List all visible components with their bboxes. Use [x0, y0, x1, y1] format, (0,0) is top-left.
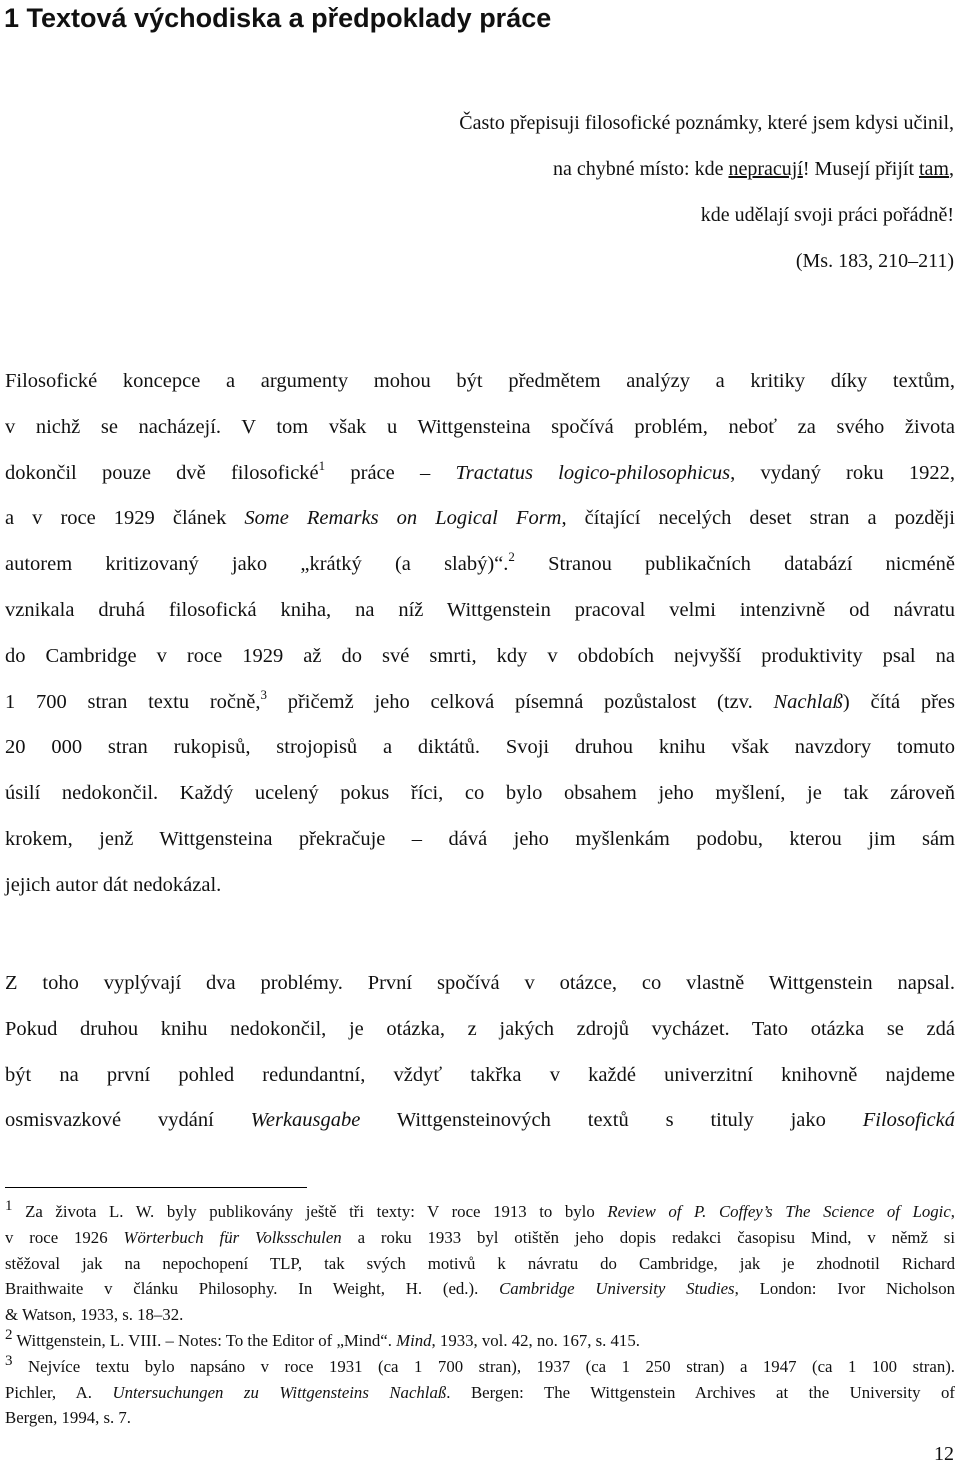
footnote-1-line: $^1$ Za života L. W. byly publikovány ještě tři texty: V roce 1913 to bylo Review of P. Coffey’s The Science of Logic, — [5, 1198, 955, 1221]
text-line: Pokud druhou knihu nedokončil, je otázka, z jakých zdrojů vycházet. Tato otázka se zdá — [5, 1017, 955, 1040]
footnote-1-line: v roce 1926 Wörterbuch für Volksschulen a roku 1933 byl otištěn jeho dopis redakci časopisu Mind, v němž si — [5, 1227, 956, 1247]
text-line: Filosofické koncepce a argumenty mohou být předmětem analýzy a kritiky díky textům, — [5, 370, 955, 392]
footnote-number: 2 — [5, 1326, 13, 1343]
epigraph-line: Často přepisuji filosofické poznámky, které jsem kdysi učinil, — [459, 112, 954, 134]
epigraph-source: (Ms. 183, 210–211) — [795, 250, 954, 272]
footnotes — [5, 1199, 955, 1431]
body-paragraph-2 — [5, 961, 955, 1144]
underlined-word: nepracují — [728, 158, 803, 180]
footnote-ref-3[interactable]: 3 — [260, 686, 267, 702]
footnote-3-line: Bergen, 1994, s. 7. — [5, 1408, 132, 1428]
text-line: jejich autor dát nedokázal. — [5, 873, 222, 896]
text-line: úsilí nedokončil. Každý ucelený pokus říci, co bylo obsahem jeho myšlení, je tak zároveň — [5, 782, 955, 805]
text-line: krokem, jenž Wittgensteina překračuje – dává jeho myšlenkám podobu, kterou jim sám — [5, 827, 955, 850]
epigraph — [354, 100, 954, 284]
text-line: dokončil pouze dvě filosofické$^1$ práce – Tractatus logico-philosophicus, vydaný roku 1922, — [5, 457, 955, 484]
footnote-1-line: & Watson, 1933, s. 18–32. — [5, 1305, 184, 1325]
footnote-2-line: $^2$ Wittgenstein, L. VIII. – Notes: To the Editor of „Mind“. Mind, 1933, vol. 42, no. 167, s. 415. — [5, 1326, 640, 1350]
text-line: osmisvazkové vydání Werkausgabe Wittgensteinových textů s tituly jako Filosofická — [5, 1109, 955, 1132]
text-line: 20 000 stran rukopisů, strojopisů a diktátů. Svoji druhou knihu však navzdory tomuto — [5, 736, 955, 759]
epigraph-line: na chybné místo: kde nepracují! Musejí přijít tam, — [552, 158, 954, 180]
footnote-3-line: $^3$ Nejvíce textu bylo napsáno v roce 1931 (ca 1 700 stran), 1937 (ca 1 250 stran) a 1947 (ca 1 100 stran). — [5, 1352, 955, 1376]
footnote-number: 3 — [5, 1352, 13, 1369]
epigraph-line: kde udělají svoji práci pořádně! — [700, 204, 954, 226]
text-line: vznikala druhá filosofická kniha, na níž Wittgenstein pracoval velmi intenzivně od návratu — [5, 598, 955, 621]
chapter-heading: 1 Textová východiska a předpoklady práce — [4, 3, 552, 33]
text-line: v nichž se nacházejí. V tom však u Wittgensteina spočívá problém, neboť za svého života — [5, 415, 955, 438]
footnote-ref-1[interactable]: 1 — [318, 457, 326, 473]
text-line: a v roce 1929 článek Some Remarks on Logical Form, čítající necelých deset stran a později — [5, 507, 955, 530]
body-paragraph-1 — [5, 359, 955, 909]
underlined-word: tam — [919, 158, 949, 180]
footnote-separator — [5, 1187, 307, 1188]
footnote-1-line: stěžoval jak na nepochopení TLP, tak svých motivů k návratu do Cambridge, jak je zhodnotil Richard — [5, 1253, 955, 1273]
text-line: být na první pohled redundantní, vždyť takřka v každé univerzitní knihovně najdeme — [5, 1063, 955, 1086]
text-line: autorem kritizovaný jako „krátký (a slabý)“.$^2$ Stranou publikačních databází nicméně — [5, 549, 955, 576]
text-line: do Cambridge v roce 1929 až do své smrti, kdy v obdobích nejvyšší produktivity psal na — [5, 644, 955, 667]
text-line: 1 700 stran textu ročně,$^3$ přičemž jeho celková písemná pozůstalost (tzv. Nachlaß) čítá přes — [5, 686, 955, 713]
footnote-1-line: Braithwaite v článku Philosophy. In Weight, H. (ed.). Cambridge University Studies, London: Ivor Nicholson — [5, 1279, 955, 1299]
footnote-3-line: Pichler, A. Untersuchungen zu Wittgensteins Nachlaß. Bergen: The Wittgenstein Archives at the University of — [5, 1382, 955, 1402]
footnote-ref-2[interactable]: 2 — [508, 549, 515, 565]
page-number: 12 — [934, 1443, 954, 1465]
footnote-number: 1 — [5, 1198, 13, 1214]
text-line: Z toho vyplývají dva problémy. První spočívá v otázce, co vlastně Wittgenstein napsal. — [5, 972, 955, 994]
